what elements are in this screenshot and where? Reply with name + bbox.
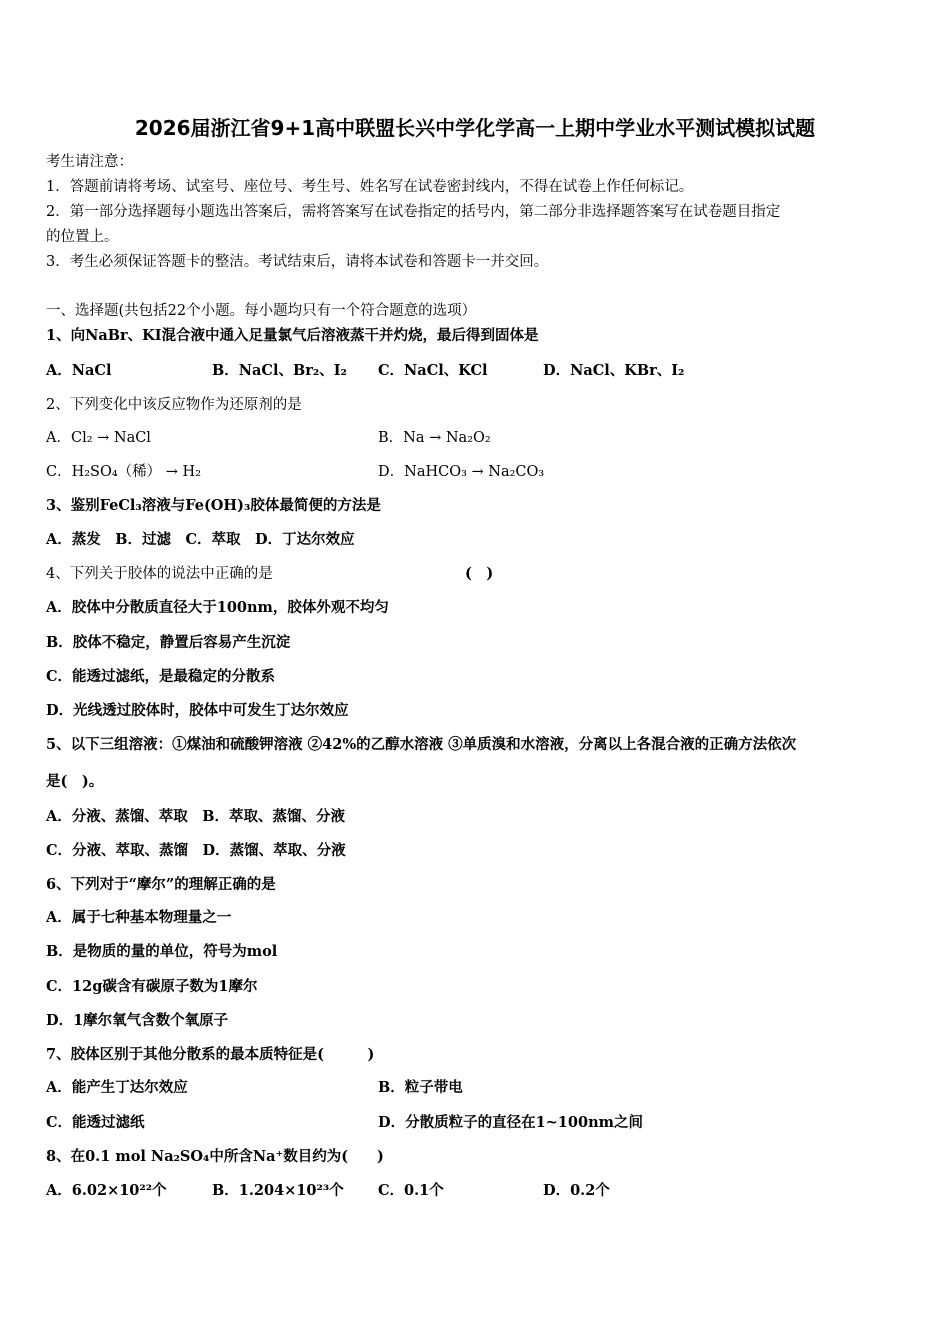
q2-option-d: D．NaHCO₃ → Na₂CO₃ bbox=[378, 464, 545, 480]
question-1-stem: 1、向NaBr、KI混合液中通入足量氯气后溶液蒸干并灼烧，最后得到固体是 bbox=[46, 327, 539, 344]
q6-option-a: A．属于七种基本物理量之一 bbox=[46, 909, 232, 926]
question-6-stem: 6、下列对于“摩尔”的理解正确的是 bbox=[46, 876, 276, 893]
q8-option-d: D．0.2个 bbox=[543, 1182, 610, 1199]
q4-option-b: B．胶体不稳定，静置后容易产生沉淀 bbox=[46, 634, 291, 651]
question-2-stem: 2、下列变化中该反应物作为还原剂的是 bbox=[46, 397, 302, 413]
q7-option-a: A．能产生丁达尔效应 bbox=[46, 1079, 188, 1096]
q4-option-c: C．能透过滤纸，是最稳定的分散系 bbox=[46, 668, 276, 685]
notice-item: 2．第一部分选择题每小题选出答案后，需将答案写在试卷指定的括号内，第二部分非选择题答案写在试卷题目指定 bbox=[46, 204, 781, 220]
q1-option-a: A．NaCl bbox=[46, 362, 112, 379]
q8-option-a: A．6.02×10²²个 bbox=[46, 1182, 167, 1199]
q1-option-b: B．NaCl、Br₂、I₂ bbox=[212, 362, 347, 379]
question-3-stem: 3、鉴别FeCl₃溶液与Fe(OH)₃胶体最简便的方法是 bbox=[46, 497, 381, 514]
q1-option-d: D．NaCl、KBr、I₂ bbox=[543, 362, 685, 379]
q4-answer-paren: ( ) bbox=[465, 565, 494, 582]
q7-option-d: D．分散质粒子的直径在1~100nm之间 bbox=[378, 1114, 643, 1131]
q5-options-cd: C．分液、萃取、蒸馏 D．蒸馏、萃取、分液 bbox=[46, 842, 346, 859]
question-4-stem: 4、下列关于胶体的说法中正确的是 bbox=[46, 566, 273, 582]
q2-option-b: B．Na → Na₂O₂ bbox=[378, 430, 491, 446]
question-7-stem: 7、胶体区别于其他分散系的最本质特征是( ) bbox=[46, 1046, 375, 1063]
notice-item: 3．考生必须保证答题卡的整洁。考试结束后，请将本试卷和答题卡一并交回。 bbox=[46, 254, 549, 270]
q6-option-b: B．是物质的量的单位，符号为mol bbox=[46, 943, 278, 960]
question-5-stem: 5、以下三组溶液：①煤油和硫酸钾溶液 ②42%的乙醇水溶液 ③单质溴和水溶液，分离以上各混合液的正确方法依次 bbox=[46, 736, 797, 753]
q4-option-a: A．胶体中分散质直径大于100nm，胶体外观不均匀 bbox=[46, 599, 389, 616]
notice-item: 1．答题前请将考场、试室号、座位号、考生号、姓名写在试卷密封线内，不得在试卷上作任何标记。 bbox=[46, 179, 694, 195]
q4-option-d: D．光线透过胶体时，胶体中可发生丁达尔效应 bbox=[46, 702, 349, 719]
question-5-stem-cont: 是( )。 bbox=[46, 773, 104, 790]
q7-option-c: C．能透过滤纸 bbox=[46, 1114, 145, 1131]
q8-option-c: C．0.1个 bbox=[378, 1182, 444, 1199]
q2-option-c: C．H₂SO₄（稀） → H₂ bbox=[46, 464, 202, 480]
q8-option-b: B．1.204×10²³个 bbox=[212, 1182, 344, 1199]
notice-heading: 考生请注意： bbox=[46, 154, 133, 170]
q1-option-c: C．NaCl、KCl bbox=[378, 362, 488, 379]
q3-options: A．蒸发 B．过滤 C．萃取 D．丁达尔效应 bbox=[46, 531, 355, 548]
notice-item: 的位置上。 bbox=[46, 229, 119, 245]
section-heading: 一、选择题(共包括22个小题。每小题均只有一个符合题意的选项） bbox=[46, 303, 477, 319]
q6-option-c: C．12g碳含有碳原子数为1摩尔 bbox=[46, 978, 258, 995]
q5-options-ab: A．分液、蒸馏、萃取 B．萃取、蒸馏、分液 bbox=[46, 808, 346, 825]
q2-option-a: A．Cl₂ → NaCl bbox=[46, 430, 151, 446]
q6-option-d: D．1摩尔氧气含数个氧原子 bbox=[46, 1012, 229, 1029]
q7-option-b: B．粒子带电 bbox=[378, 1079, 463, 1096]
page-title: 2026届浙江省9+1高中联盟长兴中学化学高一上期中学业水平测试模拟试题 bbox=[134, 116, 816, 140]
question-8-stem: 8、在0.1 mol Na₂SO₄中所含Na⁺数目约为( ) bbox=[46, 1148, 384, 1165]
